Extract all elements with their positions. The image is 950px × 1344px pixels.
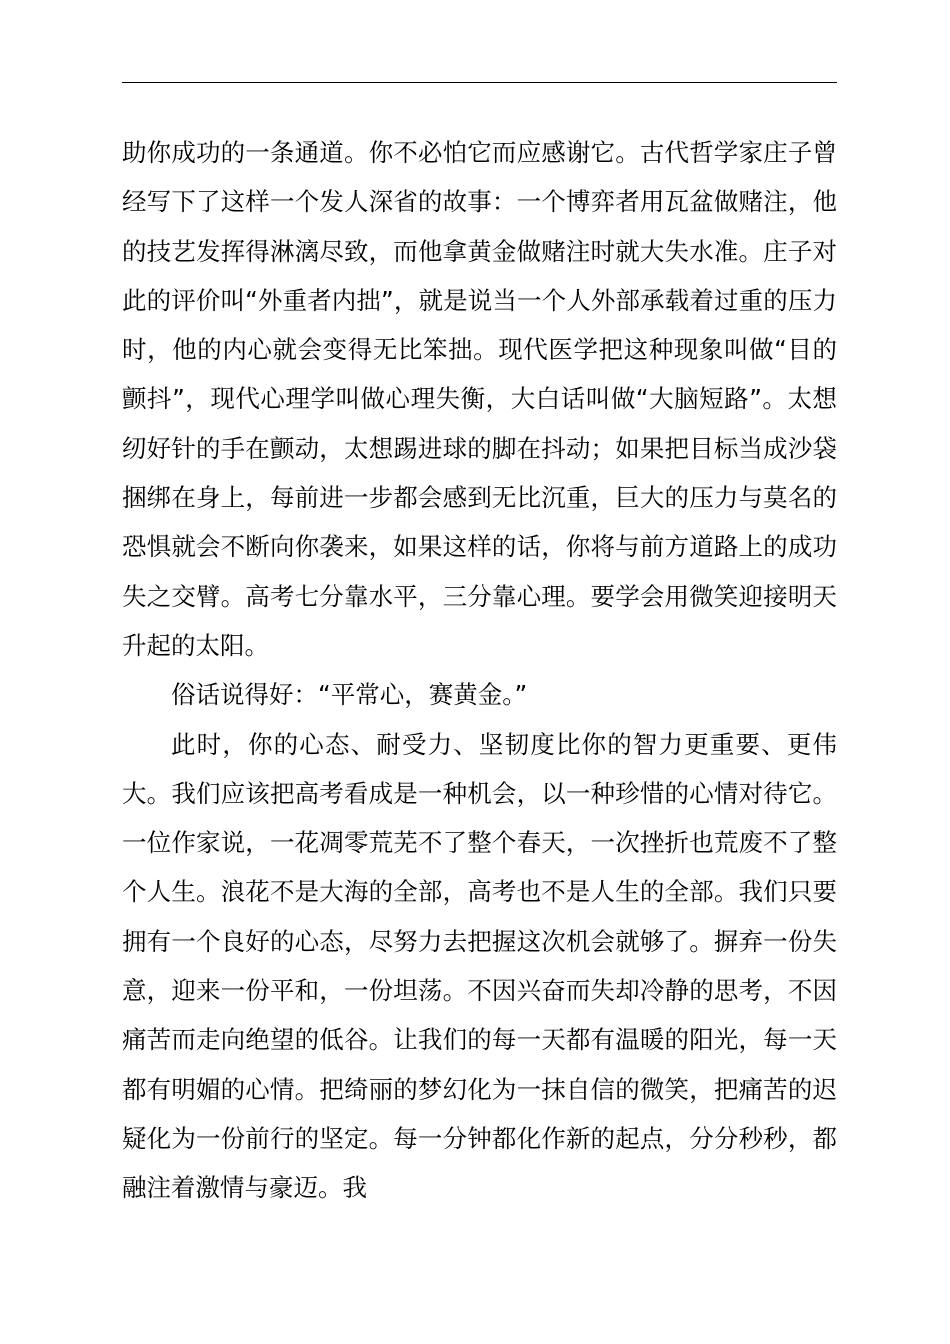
body-text [122,128,837,1213]
header-rule [122,82,837,83]
paragraph-3: 此时，你的心态、耐受力、坚韧度比你的智力更重要、更伟大。我们应该把高考看成是一种机会，以一种珍惜的心情对待它。一位作家说，一花凋零荒芜不了整个春天，一次挫折也荒废不了整个人生。浪花不是大海的全部，高考也不是人生的全部。我们只要拥有一个良好的心态，尽努力去把握这次机会就够了。摒弃一份失意，迎来一份平和，一份坦荡。不因兴奋而失却冷静的思考，不因痛苦而走向绝望的低谷。让我们的每一天都有温暖的阳光，每一天都有明媚的心情。把绮丽的梦幻化为一抹自信的微笑，把痛苦的迟疑化为一份前行的坚定。每一分钟都化作新的起点，分分秒秒，都融注着激情与豪迈。我 [122,729,837,1203]
paragraph-1: 助你成功的一条通道。你不必怕它而应感谢它。古代哲学家庄子曾经写下了这样一个发人深省的故事：一个博弈者用瓦盆做赌注，他的技艺发挥得淋漓尽致，而他拿黄金做赌注时就大失水准。庄子对此的评价叫“外重者内拙”，就是说当一个人外部承载着过重的压力时，他的内心就会变得无比笨拙。现代医学把这种现象叫做“目的颤抖”，现代心理学叫做心理失衡，大白话叫做“大脑短路”。太想纫好针的手在颤动，太想踢进球的脚在抖动；如果把目标当成沙袋捆绑在身上，每前进一步都会感到无比沉重，巨大的压力与莫名的恐惧就会不断向你袭来，如果这样的话，你将与前方道路上的成功失之交臂。高考七分靠水平，三分靠心理。要学会用微笑迎接明天升起的太阳。 [122,138,837,660]
paragraph-2: 俗话说得好：“平常心，赛黄金。” [171,680,528,710]
